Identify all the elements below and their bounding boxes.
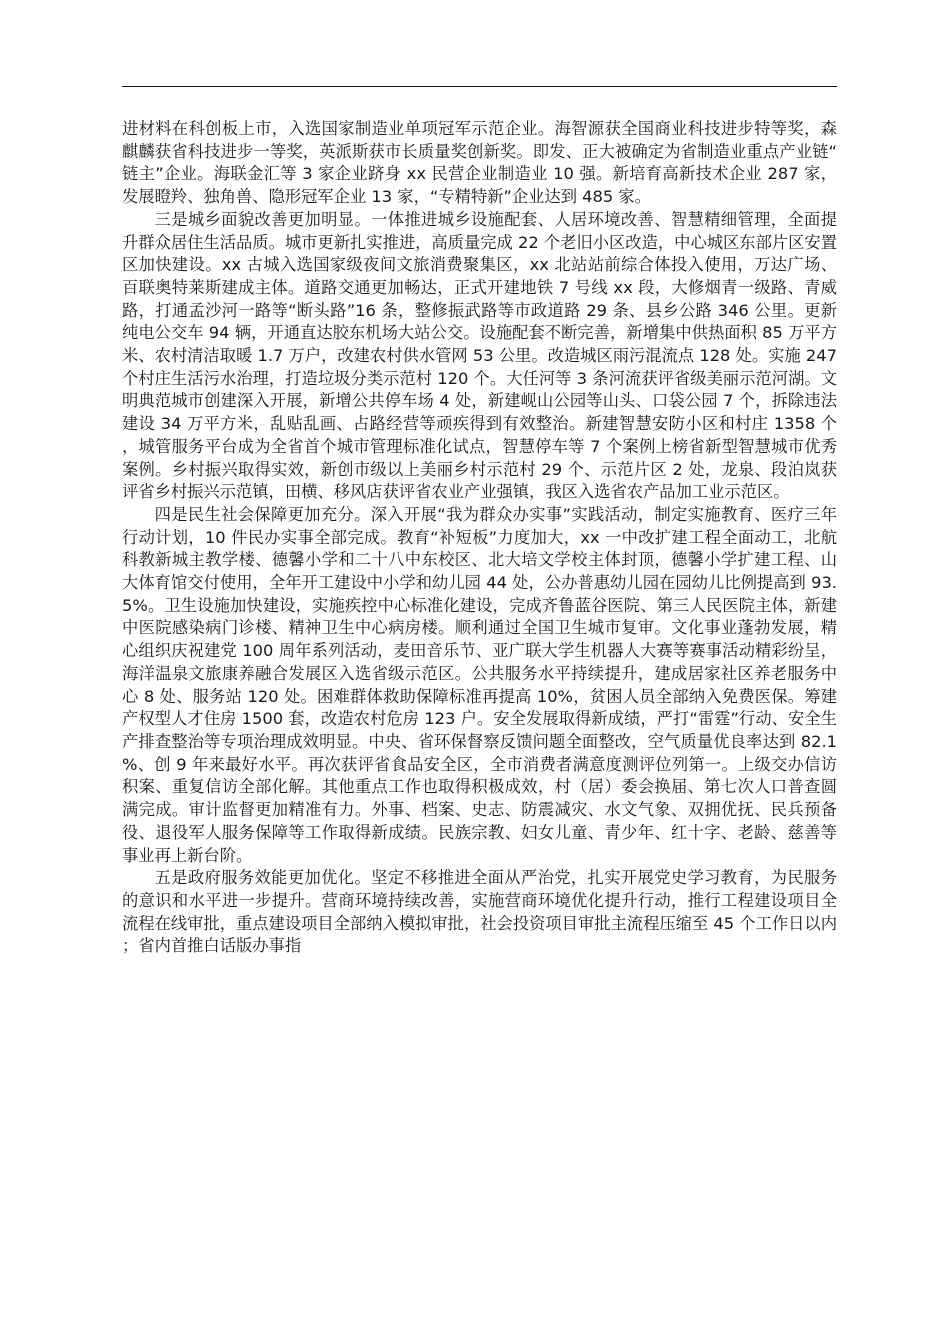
paragraph-government-service: 五是政府服务效能更加优化。坚定不移推进全面从严治党，扎实开展党史学习教育，为民服务的意识和水平进一步提升。营商环境持续改善，实施营商环境优化提升行动，推行工程建设项目全流程在线审批，重点建设项目全部纳入模拟审批，社会投资项目审批主流程压缩至 45 个工作日以内；省内首推白话版办事指 (122, 868, 837, 956)
paragraph-urban-rural: 三是城乡面貌改善更加明显。一体推进城乡设施配套、人居环境改善、智慧精细管理，全面提升群众居住生活品质。城市更新扎实推进，高质量完成 22 个老旧小区改造，中心城区东部片区安置区加快建设。xx 古城入选国家级夜间文旅消费聚集区，xx 北站站前综合体投入使用，万达广场、百联奥特莱斯建成主体。道路交通更加畅达，正式开建地铁 7 号线 xx 段，大修烟青一级路、青威路，打通孟沙河一路等“断头路”16 条，整修振武路等市政道路 29 条、县乡公路 346 公里。更新纯电公交车 94 辆，开通直达胶东机场大站公交。设施配套不断完善，新增集中供热面积 85 万平方米、农村清洁取暖 1.7 万户，改建农村供水管网 53 公里。改造城区雨污混流点 128 处。实施 247 个村庄生活污水治理，打造垃圾分类示范村 120 个。大任河等 3 条河流获评省级美丽示范河湖。文明典范城市创建深入开展，新增公共停车场 4 处，新建岘山公园等山头、口袋公园 7 个，拆除违法建设 34 万平方米，乱贴乱画、占路经营等顽疾得到有效整治。新建智慧安防小区和村庄 1358 个，城管服务平台成为全省首个城市管理标准化试点，智慧停车等 7 个案例上榜省新型智慧城市优秀案例。乡村振兴取得实效，新创市级以上美丽乡村示范村 29 个、示范片区 2 处，龙泉、段泊岚获评省乡村振兴示范镇，田横、移风店获评省农业产业强镇，我区入选省农产品加工业示范区。 (122, 209, 837, 502)
paragraph-livelihood: 四是民生社会保障更加充分。深入开展“我为群众办实事”实践活动，制定实施教育、医疗三年行动计划，10 件民办实事全部完成。教育“补短板”力度加大，xx 一中改扩建工程全面动工，北航科教新城主教学楼、德馨小学和二十八中东校区、北大培文学校主体封顶，德馨小学扩建工程、山大体育馆交付使用，全年开工建设中小学和幼儿园 44 处，公办普惠幼儿园在园幼儿比例提高到 93.5%。卫生设施加快建设，实施疾控中心标准化建设，完成齐鲁蓝谷医院、第三人民医院主体，新建中医院感染病门诊楼、精神卫生中心病房楼。顺利通过全国卫生城市复审。文化事业蓬勃发展，精心组织庆祝建党 100 周年系列活动，麦田音乐节、亚广联大学生机器人大赛等赛事活动精彩纷呈，海洋温泉文旅康养融合发展区入选省级示范区。公共服务水平持续提升，建成居家社区养老服务中心 8 处、服务站 120 处。困难群体救助保障标准再提高 10%，贫困人员全部纳入免费医保。筹建产权型人才住房 1500 套，改造农村危房 123 户。安全发展取得新成绩，严打“雷霆”行动、安全生产排查整治等专项治理成效明显。中央、省环保督察反馈问题全面整改，空气质量优良率达到 82.1%、创 9 年来最好水平。再次获评省食品安全区，全市消费者满意度测评位列第一。上级交办信访积案、重复信访全部化解。其他重点工作也取得积极成效，村（居）委会换届、第七次人口普查圆满完成。审计监督更加精准有力。外事、档案、史志、防震减灾、水文气象、双拥优抚、民兵预备役、退役军人服务保障等工作取得新成绩。民族宗教、妇女儿童、青少年、红十字、老龄、慈善等事业再上新台阶。 (122, 504, 837, 865)
body-text (122, 118, 837, 958)
header-rule (122, 86, 837, 87)
paragraph-continuation: 进材料在科创板上市，入选国家制造业单项冠军示范企业。海智源获全国商业科技进步特等奖，森麒麟获省科技进步一等奖，英派斯获市长质量奖创新奖。即发、正大被确定为省制造业重点产业链“链主”企业。海联金汇等 3 家企业跻身 xx 民营企业制造业 10 强。新培育高新技术企业 287 家，发展瞪羚、独角兽、隐形冠军企业 13 家，“专精特新”企业达到 485 家。 (122, 119, 837, 207)
